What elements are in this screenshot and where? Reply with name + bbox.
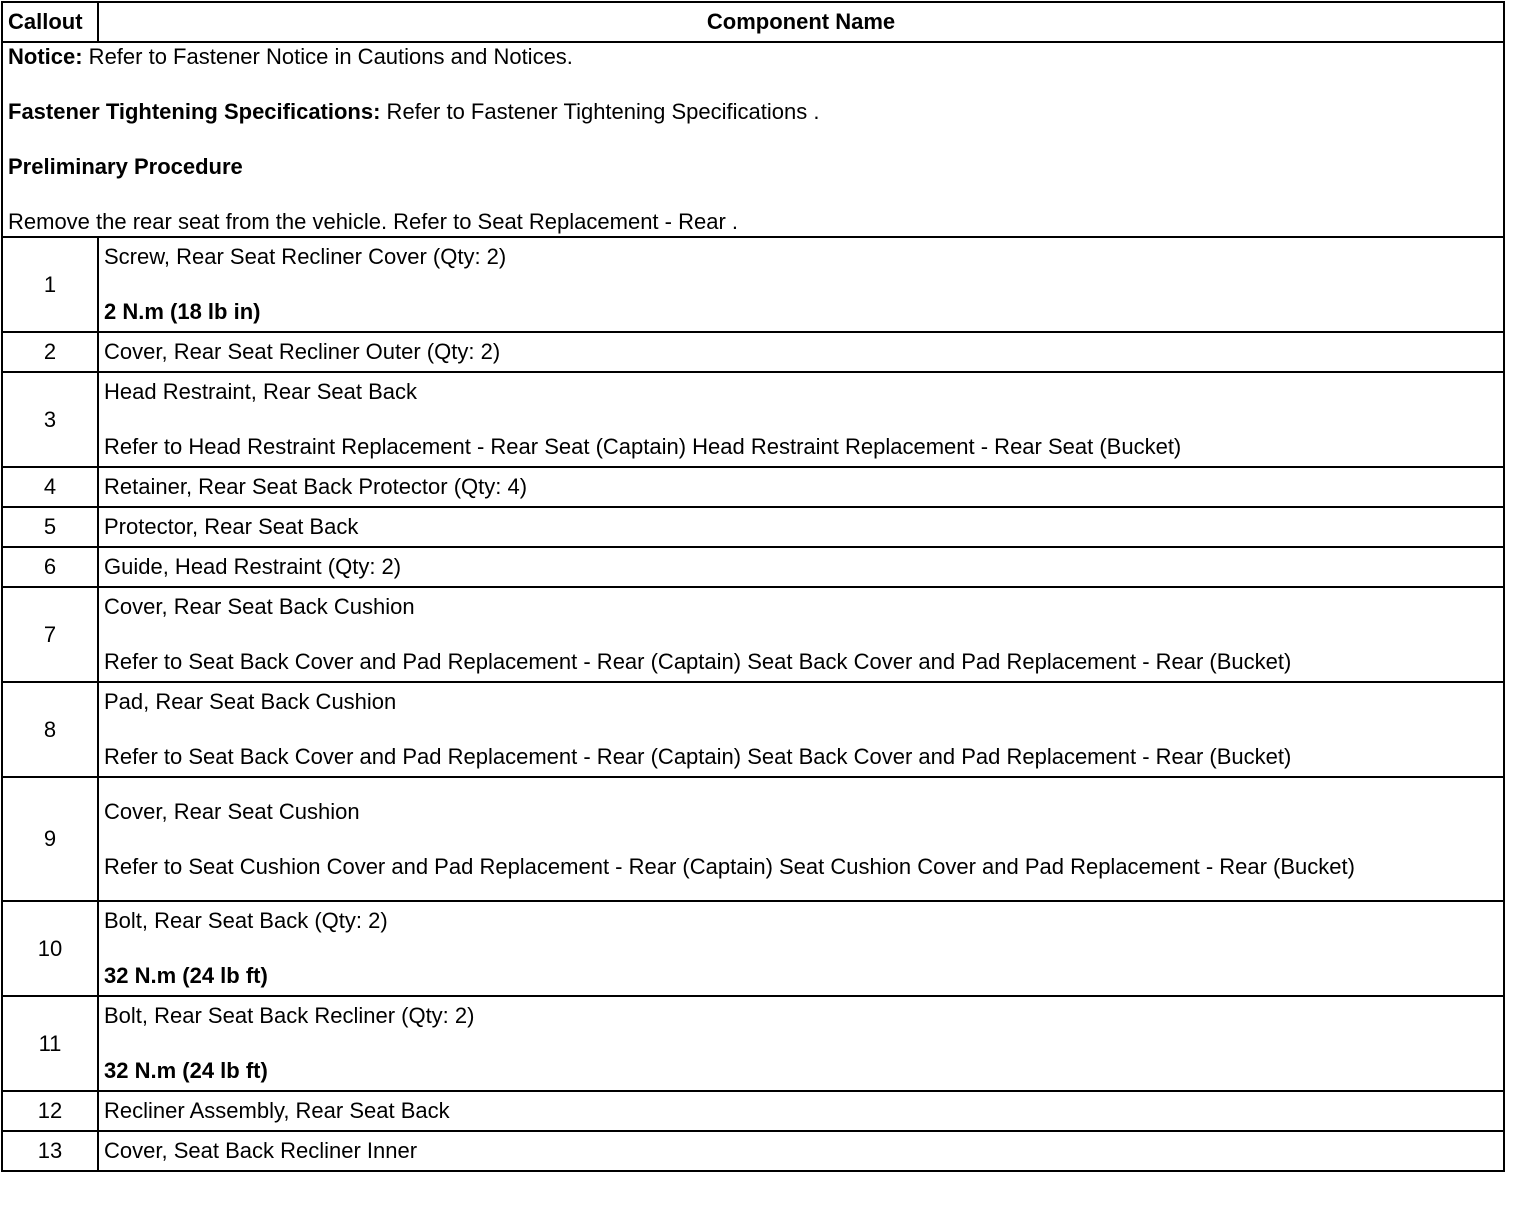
component-name: Guide, Head Restraint (Qty: 2) (98, 547, 1504, 587)
table-row (2, 507, 1504, 547)
callout-cell: 12 (2, 1091, 98, 1131)
component-cell (98, 996, 1504, 1091)
fastener-text: Refer to Fastener Tightening Specifications . (380, 99, 820, 124)
table-row (2, 467, 1504, 507)
callout-cell: 1 (2, 237, 98, 332)
component-cell (98, 682, 1504, 777)
component-name: Head Restraint, Rear Seat Back (104, 379, 418, 404)
torque-spec: 2 N.m (18 lb in) (104, 299, 261, 324)
intro-cell (2, 42, 1504, 237)
callout-cell: 3 (2, 372, 98, 467)
table-row (2, 372, 1504, 467)
torque-spec: 32 N.m (24 lb ft) (104, 1058, 268, 1083)
table-row (2, 1091, 1504, 1131)
notice-paragraph (8, 43, 1498, 71)
preliminary-text: Remove the rear seat from the vehicle. Refer to Seat Replacement - Rear . (8, 209, 738, 234)
component-name: Screw, Rear Seat Recliner Cover (Qty: 2) (104, 244, 507, 269)
table-row (2, 587, 1504, 682)
callout-cell: 6 (2, 547, 98, 587)
table-row (2, 901, 1504, 996)
table-row (2, 547, 1504, 587)
callout-cell: 9 (2, 777, 98, 901)
callout-cell: 7 (2, 587, 98, 682)
table-row (2, 996, 1504, 1091)
reference-note: Refer to Seat Back Cover and Pad Replacement - Rear (Captain) Seat Back Cover and Pad Replacement - Rear (Bucket) (104, 649, 1292, 674)
header-row (2, 2, 1504, 42)
torque-spec: 32 N.m (24 lb ft) (104, 963, 268, 988)
reference-note: Refer to Seat Back Cover and Pad Replacement - Rear (Captain) Seat Back Cover and Pad Replacement - Rear (Bucket) (104, 744, 1292, 769)
component-cell (98, 901, 1504, 996)
component-table (1, 1, 1505, 1172)
component-name: Protector, Rear Seat Back (98, 507, 1504, 547)
component-name: Bolt, Rear Seat Back (Qty: 2) (104, 908, 388, 933)
component-cell (98, 777, 1504, 901)
callout-header: Callout (2, 2, 98, 42)
component-name: Recliner Assembly, Rear Seat Back (98, 1091, 1504, 1131)
callout-cell: 11 (2, 996, 98, 1091)
table-row (2, 237, 1504, 332)
table-row (2, 332, 1504, 372)
component-cell (98, 587, 1504, 682)
notice-label: Notice: (8, 44, 83, 69)
component-name: Pad, Rear Seat Back Cushion (104, 689, 397, 714)
component-name-header: Component Name (98, 2, 1504, 42)
component-name: Cover, Rear Seat Back Cushion (104, 594, 415, 619)
reference-note: Refer to Seat Cushion Cover and Pad Replacement - Rear (Captain) Seat Cushion Cover and Pad Replacement - Rear (Bucket) (104, 853, 1355, 879)
callout-cell: 10 (2, 901, 98, 996)
callout-cell: 4 (2, 467, 98, 507)
fastener-paragraph (8, 98, 1498, 126)
table-row (2, 682, 1504, 777)
callout-cell: 5 (2, 507, 98, 547)
component-name: Cover, Rear Seat Recliner Outer (Qty: 2) (98, 332, 1504, 372)
preliminary-heading: Preliminary Procedure (8, 154, 243, 179)
fastener-label: Fastener Tightening Specifications: (8, 99, 381, 124)
table-row (2, 777, 1504, 901)
component-name: Cover, Rear Seat Cushion (104, 798, 360, 824)
component-name: Cover, Seat Back Recliner Inner (98, 1131, 1504, 1171)
component-cell (98, 237, 1504, 332)
callout-cell: 13 (2, 1131, 98, 1171)
table-row (2, 1131, 1504, 1171)
component-name: Retainer, Rear Seat Back Protector (Qty: 4) (98, 467, 1504, 507)
callout-cell: 8 (2, 682, 98, 777)
component-cell (98, 372, 1504, 467)
callout-cell: 2 (2, 332, 98, 372)
notice-text: Refer to Fastener Notice in Cautions and Notices. (82, 44, 573, 69)
intro-row (2, 42, 1504, 237)
component-name: Bolt, Rear Seat Back Recliner (Qty: 2) (104, 1003, 475, 1028)
reference-note: Refer to Head Restraint Replacement - Rear Seat (Captain) Head Restraint Replacement - Rear Seat (Bucket) (104, 434, 1182, 459)
